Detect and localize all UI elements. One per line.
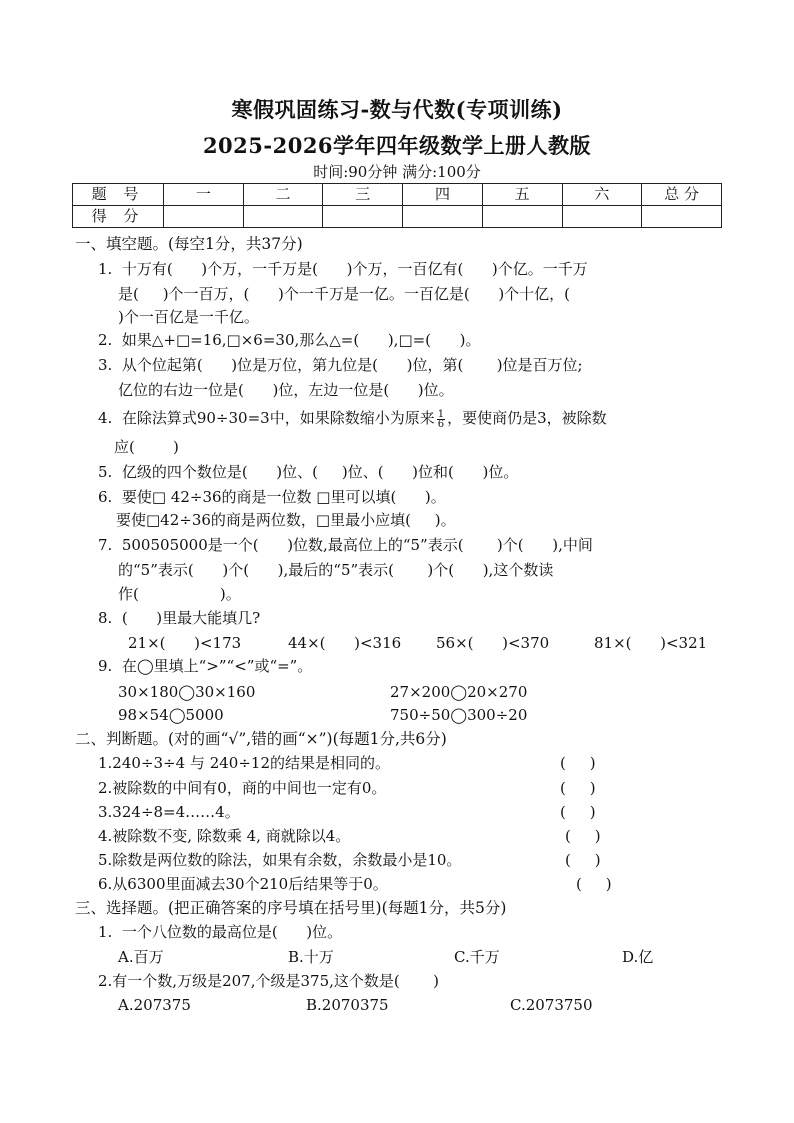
section2-heading: 二、判断题。(对的画“√”,错的画“×”)(每题1分,共6分) <box>75 730 447 748</box>
choice-option: A.百万 <box>118 948 164 966</box>
score-cell <box>323 206 403 228</box>
judge-bracket: ( ) <box>560 779 596 797</box>
choice-option: B.2070375 <box>306 996 389 1014</box>
score-cell: 五 <box>482 184 562 206</box>
score-cell <box>482 206 562 228</box>
q4-line1 <box>98 408 607 429</box>
q9: 9. 在◯里填上“>”“<”或“=”。 <box>98 657 313 675</box>
q4-text-pre: 4. 在除法算式90÷30=3中，如果除数缩小为原来 <box>98 409 435 427</box>
q6-line1: 6. 要使□ 42÷36的商是一位数 □里可以填( )。 <box>98 488 446 506</box>
choice-option: A.207375 <box>118 996 191 1014</box>
choice-option: D.亿 <box>622 948 654 966</box>
section1-heading: 一、填空题。(每空1分，共37分) <box>75 235 303 253</box>
q9-item: 30×180◯30×160 <box>118 683 256 701</box>
q4-line2: 应( ) <box>114 438 179 456</box>
q8-item: 56×( )<370 <box>436 634 550 652</box>
q3-line2: 亿位的右边一位是( )位，左边一位是( )位。 <box>118 381 454 399</box>
choice-q1: 1. 一个八位数的最高位是( )位。 <box>98 923 343 941</box>
exam-title-line2: 2025-2026学年四年级数学上册人教版 <box>202 133 592 158</box>
q1-line2: 是( )个一百万，( )个一千万是一亿。一百亿是( )个十亿，( <box>118 285 571 303</box>
score-cell: 四 <box>403 184 483 206</box>
fraction-one-sixth <box>437 410 445 429</box>
q8-item: 81×( )<321 <box>594 634 708 652</box>
q1-line3: )个一百亿是一千亿。 <box>118 308 259 326</box>
q8-item: 44×( )<316 <box>288 634 402 652</box>
score-table-score-row <box>73 206 722 228</box>
score-table-header-row <box>73 184 722 206</box>
q9-item: 98×54◯5000 <box>118 706 224 724</box>
choice-option: C.2073750 <box>510 996 593 1014</box>
score-cell <box>642 206 722 228</box>
score-cell <box>403 206 483 228</box>
choice-option: B.十万 <box>288 948 334 966</box>
score-table <box>72 183 722 228</box>
q8: 8. ( )里最大能填几? <box>98 609 261 627</box>
judge-bracket: ( ) <box>560 754 596 772</box>
q9-item: 750÷50◯300÷20 <box>390 706 528 724</box>
q3-line1: 3. 从个位起第( )位是万位，第九位是( )位，第( )位是百万位; <box>98 356 583 374</box>
judge-item: 4.被除数不变, 除数乘 4, 商就除以4。 <box>98 827 351 845</box>
score-cell: 一 <box>164 184 244 206</box>
q6-line2: 要使□42÷36的商是两位数，□里最小应填( )。 <box>116 511 456 529</box>
fraction-numerator: 1 <box>437 408 445 420</box>
judge-item: 3.324÷8=4……4。 <box>98 803 240 821</box>
score-cell <box>562 206 642 228</box>
score-cell: 二 <box>243 184 323 206</box>
q8-item: 21×( )<173 <box>128 634 242 652</box>
score-cell: 题 号 <box>73 184 164 206</box>
exam-time-score: 时间:90分钟 满分:100分 <box>313 163 481 181</box>
score-cell: 总 分 <box>642 184 722 206</box>
fraction-denominator: 6 <box>437 418 445 430</box>
q1-line1: 1. 十万有( )个万，一千万是( )个万，一百亿有( )个亿。一千万 <box>98 260 588 278</box>
judge-bracket: ( ) <box>576 875 612 893</box>
section3-heading: 三、选择题。(把正确答案的序号填在括号里)(每题1分，共5分) <box>75 899 507 917</box>
q4-text-post: ，要使商仍是3，被除数 <box>447 409 607 427</box>
q7-line2: 的“5”表示( )个( ),最后的“5”表示( )个( ),这个数读 <box>118 561 554 579</box>
score-cell <box>164 206 244 228</box>
judge-item: 5.除数是两位数的除法，如果有余数，余数最小是10。 <box>98 851 462 869</box>
judge-item: 6.从6300里面减去30个210后结果等于0。 <box>98 875 388 893</box>
q9-item: 27×200◯20×270 <box>390 683 528 701</box>
judge-item: 2.被除数的中间有0，商的中间也一定有0。 <box>98 779 387 797</box>
q7-line3: 作( )。 <box>118 585 241 603</box>
q7-line1: 7. 500505000是一个( )位数,最高位上的“5”表示( )个( ),中间 <box>98 536 593 554</box>
score-cell: 得 分 <box>73 206 164 228</box>
q5: 5. 亿级的四个数位是( )位、( )位、( )位和( )位。 <box>98 463 519 481</box>
judge-bracket: ( ) <box>565 827 601 845</box>
exam-title-line1: 寒假巩固练习-数与代数(专项训练) <box>231 97 563 122</box>
judge-bracket: ( ) <box>565 851 601 869</box>
q2: 2. 如果△+□=16,□×6=30,那么△=( ),□=( )。 <box>98 331 481 349</box>
score-cell: 三 <box>323 184 403 206</box>
score-cell <box>243 206 323 228</box>
score-cell: 六 <box>562 184 642 206</box>
judge-item: 1.240÷3÷4 与 240÷12的结果是相同的。 <box>98 754 390 772</box>
choice-option: C.千万 <box>454 948 500 966</box>
judge-bracket: ( ) <box>560 803 596 821</box>
choice-q2: 2.有一个数,万级是207,个级是375,这个数是( ) <box>98 972 439 990</box>
